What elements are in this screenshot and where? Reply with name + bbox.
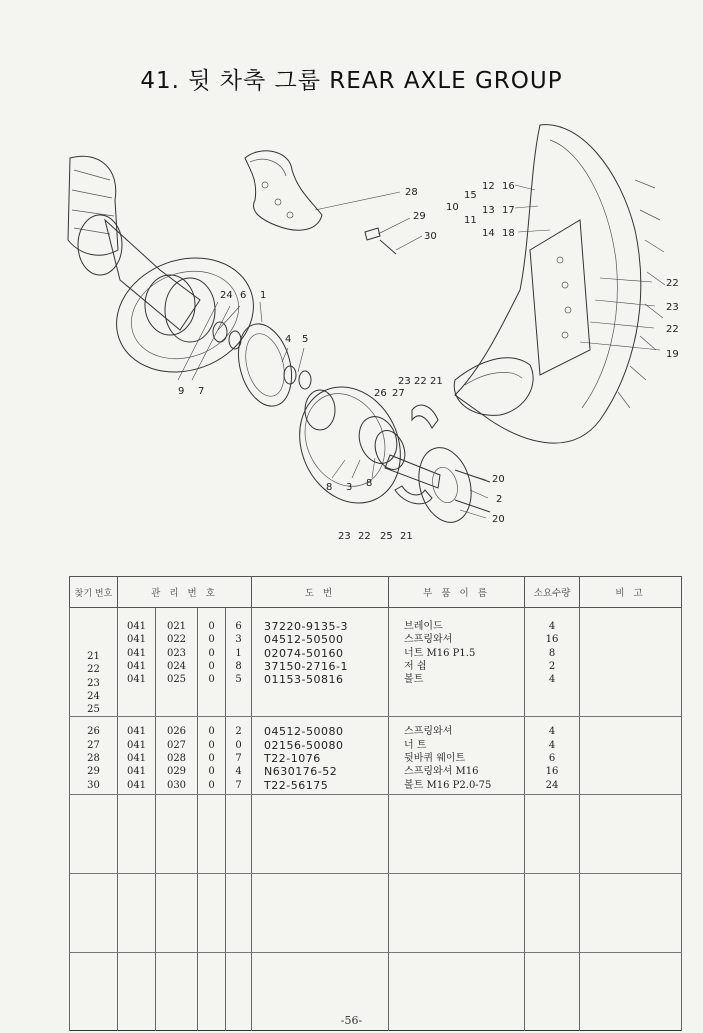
- drawing-no: 37220-9135-3: [264, 620, 348, 633]
- callout-13: 13: [482, 205, 495, 216]
- ref-no: 28: [87, 753, 100, 765]
- callout-15: 15: [464, 190, 477, 201]
- mgmt-code: 041: [126, 634, 147, 646]
- mgmt-code: 026: [166, 726, 187, 738]
- callout-16: 16: [502, 181, 515, 192]
- part-name: 볼트 M16 P2.0-75: [404, 779, 492, 791]
- callout-22c: 22: [414, 376, 427, 387]
- callout-8a: 8: [326, 482, 333, 493]
- header-remarks: 비 고: [580, 577, 682, 608]
- qty: 4: [548, 674, 556, 686]
- callout-22a: 22: [666, 278, 679, 289]
- mgmt-code: 041: [126, 726, 147, 738]
- drawing-no: T22-1076: [264, 752, 321, 766]
- mgmt-code: 8: [235, 660, 242, 672]
- drawing-no: 04512-50500: [264, 633, 344, 647]
- callout-23b: 23: [398, 376, 411, 387]
- mgmt-code: 022: [166, 634, 187, 646]
- callout-17: 17: [502, 205, 515, 216]
- mgmt-code: 1: [235, 647, 242, 659]
- callout-2: 2: [496, 494, 503, 505]
- transmission-housing: [68, 156, 215, 342]
- table-row-empty: [70, 874, 682, 953]
- drawing-no: 02074-50160: [264, 646, 344, 660]
- mgmt-code: 0: [208, 779, 215, 791]
- ref-no: 30: [87, 779, 100, 791]
- callout-12: 12: [482, 181, 495, 192]
- drawing-no: N630176-52: [264, 765, 338, 779]
- header-ref-no: 찾기 번호: [70, 577, 118, 608]
- callout-21a: 21: [430, 376, 443, 387]
- mgmt-code: 030: [166, 779, 187, 791]
- mgmt-code: 041: [126, 674, 147, 686]
- tractor-tire: [454, 125, 665, 443]
- part-name: 스프링와셔: [404, 726, 453, 738]
- mgmt-code: 4: [235, 766, 242, 778]
- remarks-cell: [580, 608, 682, 717]
- brake-shoes: [395, 405, 438, 504]
- callout-11: 11: [464, 215, 477, 226]
- drawing-no: 04512-50080: [264, 725, 344, 739]
- parts-table: [69, 576, 682, 1031]
- page-number: -56-: [340, 1014, 363, 1027]
- mgmt-code: 041: [126, 753, 147, 765]
- mgmt-code: 0: [208, 739, 215, 751]
- mgmt-code: 023: [166, 647, 187, 659]
- qty: 24: [545, 779, 559, 791]
- part-name: 볼트: [404, 674, 424, 686]
- qty: 16: [545, 766, 559, 778]
- callout-5: 5: [302, 334, 309, 345]
- mgmt-code: 024: [166, 660, 187, 672]
- mgmt-code: 5: [235, 674, 242, 686]
- mgmt-code: 0: [208, 634, 215, 646]
- mgmt-code: 041: [126, 647, 147, 659]
- table-row-empty: [70, 795, 682, 874]
- mgmt-code: 041: [126, 621, 147, 632]
- callout-30: 30: [424, 231, 437, 242]
- callout-20b: 20: [492, 514, 505, 525]
- callout-3: 3: [346, 482, 353, 493]
- table-row-group-2: [70, 717, 682, 795]
- wheel-weight: [245, 151, 396, 254]
- callout-8b: 8: [366, 478, 373, 489]
- callout-21b: 21: [400, 531, 413, 542]
- hub-flange-left: [100, 239, 269, 390]
- remarks-cell: [580, 717, 682, 795]
- callout-26: 26: [374, 388, 387, 399]
- qty: 8: [548, 647, 556, 659]
- mgmt-code: 2: [235, 726, 242, 738]
- mgmt-code: 0: [208, 766, 215, 778]
- mgmt-code: 0: [208, 647, 215, 659]
- hub-flange-right: [411, 442, 490, 528]
- mgmt-code: 021: [166, 621, 187, 632]
- ref-no: 22: [87, 664, 100, 676]
- ref-no: 26: [87, 726, 100, 738]
- header-qty: 소요수량: [525, 577, 580, 608]
- ref-no: 27: [87, 739, 100, 751]
- mgmt-code: 029: [166, 766, 187, 778]
- ref-no: 24: [87, 690, 100, 702]
- callout-19: 19: [666, 349, 679, 360]
- axle-gear: [213, 318, 311, 412]
- header-part-name: 부 품 이 름: [389, 577, 525, 608]
- callout-28: 28: [405, 187, 418, 198]
- callout-24: 24: [220, 290, 233, 301]
- qty: 6: [548, 753, 556, 765]
- callout-22d: 22: [358, 531, 371, 542]
- callout-20a: 20: [492, 474, 505, 485]
- mgmt-code: 025: [166, 674, 187, 686]
- drawing-no: 37150-2716-1: [264, 659, 348, 673]
- qty: 4: [548, 739, 556, 751]
- callout-9: 9: [178, 386, 185, 397]
- callout-1: 1: [260, 290, 267, 301]
- part-name: 너트 M16 P1.5: [404, 647, 476, 659]
- mgmt-code: 7: [235, 779, 242, 791]
- part-name: 스프링와셔 M16: [404, 766, 479, 778]
- header-drawing-no: 도 번: [252, 577, 389, 608]
- qty: 4: [548, 621, 556, 632]
- mgmt-code: 041: [126, 766, 147, 778]
- page-title: 41. 뒷 차축 그룹 REAR AXLE GROUP: [140, 68, 563, 94]
- mgmt-code: 3: [235, 634, 242, 646]
- mgmt-code: 0: [235, 739, 242, 751]
- qty: 2: [548, 660, 556, 672]
- part-name: 너 트: [404, 739, 427, 751]
- callout-14: 14: [482, 228, 495, 239]
- part-name: 저 쉼: [404, 660, 427, 672]
- ref-no: 25: [87, 704, 100, 716]
- mgmt-code: 0: [208, 621, 215, 632]
- drawing-no: 02156-50080: [264, 738, 344, 752]
- part-name: 브레이드: [404, 621, 443, 632]
- callout-labels: [178, 181, 679, 542]
- callout-27: 27: [392, 388, 405, 399]
- mgmt-code: 041: [126, 739, 147, 751]
- mgmt-code: 028: [166, 753, 187, 765]
- header-mgmt-no: 관 리 번 호: [118, 577, 252, 608]
- callout-23c: 23: [338, 531, 351, 542]
- callout-4: 4: [285, 334, 292, 345]
- ref-no: 23: [87, 677, 100, 689]
- part-name: 스프링와셔: [404, 634, 453, 646]
- mgmt-code: 7: [235, 753, 242, 765]
- qty: 16: [545, 634, 559, 646]
- mgmt-code: 041: [126, 779, 147, 791]
- mgmt-code: 027: [166, 739, 187, 751]
- table-row-group-1: [70, 608, 682, 717]
- callout-7: 7: [198, 386, 205, 397]
- callout-6: 6: [240, 290, 247, 301]
- part-name: 뒷바퀴 웨이트: [404, 753, 466, 765]
- rear-axle-exploded-diagram: [60, 110, 690, 570]
- drawing-no: 01153-50816: [264, 673, 344, 687]
- drawing-no: T22-56175: [264, 778, 329, 792]
- qty: 4: [548, 726, 556, 738]
- mgmt-code: 6: [235, 621, 242, 632]
- callout-29: 29: [413, 211, 426, 222]
- mgmt-code: 0: [208, 674, 215, 686]
- callout-23a: 23: [666, 302, 679, 313]
- callout-22b: 22: [666, 324, 679, 335]
- mgmt-code: 041: [126, 660, 147, 672]
- table-header-row: [70, 577, 682, 608]
- wheel-disc: [530, 220, 590, 375]
- ref-no: 29: [87, 766, 100, 778]
- mgmt-code: 0: [208, 726, 215, 738]
- callout-25: 25: [380, 531, 393, 542]
- mgmt-code: 0: [208, 753, 215, 765]
- mgmt-code: 0: [208, 660, 215, 672]
- callout-18: 18: [502, 228, 515, 239]
- ref-no: 21: [87, 651, 100, 662]
- callout-10: 10: [446, 202, 459, 213]
